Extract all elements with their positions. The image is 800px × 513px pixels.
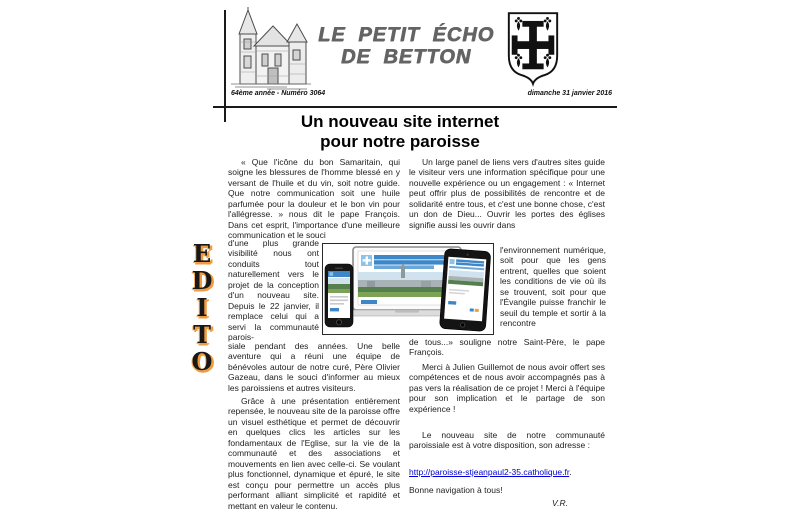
masthead-title-line1: LE PETIT ÉCHO bbox=[318, 24, 495, 46]
betton-coat-of-arms-icon bbox=[504, 9, 562, 87]
masthead-title-line2: DE BETTON bbox=[340, 46, 472, 68]
masthead-title bbox=[318, 24, 494, 68]
issue-info: 64ème année - Numéro 3064 bbox=[231, 90, 326, 97]
right-col-paragraph-3: Le nouveau site de notre communauté paroissiale est à votre disposition, son adresse : bbox=[409, 430, 605, 451]
left-col-paragraph-2: Grâce à une présentation entièrement repensée, le nouveau site de la paroisse offre un visuel esthétique et permet de découvrir en quelques clics les articles sur les fondamentaux de l'Eglise, sur la vie de la communauté et des associations et mouvements en lien avec celle-ci. Se voulant plus fonctionnel, dynamique et épuré, le site est conçu pour permettre un accès plus performant alliant simplicité et rapidité et mettant en valeur le contenu. bbox=[228, 396, 400, 511]
left-col-paragraph-1: « Que l'icône du bon Samaritain, qui soigne les blessures de l'homme blessé en y versant de l'huile et du vin, soit notre guide. Que notre communication soit une huile parfumée pour la douleur et le bon vin pour l'allégresse. » nous dit le pape François. Dans cet esprit, l'importance d'une meilleure communication et le souci bbox=[228, 157, 400, 241]
church-engraving-icon bbox=[227, 6, 315, 90]
website-devices-mockup-image bbox=[322, 243, 494, 335]
edito-letter: I bbox=[196, 293, 208, 322]
devices-mockup-illustration bbox=[323, 244, 492, 333]
edito-vertical-label bbox=[187, 240, 217, 375]
edito-letter: E bbox=[192, 239, 212, 268]
left-col-paragraph-1-narrow: d'une plus grande visibilité nous ont conduits tout naturellement vers le projet de la conception d'un nouveau site. Depuis le 22 janvier, il remplace celui qui a servi la communauté parois- bbox=[228, 238, 319, 343]
edito-letter: D bbox=[191, 266, 213, 295]
right-col-paragraph-1-cont: de tous...» souligne notre Saint-Père, le pape François. bbox=[409, 337, 605, 358]
edito-letter: T bbox=[193, 320, 211, 349]
edito-letter: O bbox=[191, 347, 213, 376]
url-period: . bbox=[569, 467, 572, 477]
closing-line: Bonne navigation à tous! bbox=[409, 485, 503, 495]
header-horizontal-rule bbox=[213, 106, 617, 108]
left-col-paragraph-1-cont: siale pendant des années. Une belle aventure qui a réuni une équipe de bénévoles autour de notre curé, Père Olivier Gazeau, dans le souci d'informer au mieux les paroissiens et autres visiteurs. bbox=[228, 341, 400, 393]
right-col-paragraph-1: Un large panel de liens vers d'autres sites guide le visiteur vers une information spécifique pour une nouvelle expérience ou un engagement : « Internet peut offrir plus de possibilités de rencontre et de solidarité entre tous, et c'est une bonne chose, c'est un don de Dieu... Ouvrir les portes des églises signifie aussi les ouvrir dans bbox=[409, 157, 605, 230]
issue-date: dimanche 31 janvier 2016 bbox=[527, 90, 612, 97]
parish-website-link[interactable]: http://paroisse-stjeanpaul2-35.catholique.fr bbox=[409, 467, 570, 477]
author-initials: V.R. bbox=[552, 498, 568, 508]
headline-line2: pour notre paroisse bbox=[320, 131, 480, 151]
phone-graphic bbox=[325, 264, 353, 327]
right-col-paragraph-1-narrow: l'environnement numérique, soit pour que les gens entrent, quelles que soient les conditions de vie où ils se trouvent, soit pour que l'Évangile puisse franchir le seuil du temple et sortir à la rencontre bbox=[500, 245, 606, 329]
article-headline bbox=[270, 112, 530, 151]
website-url-line bbox=[409, 467, 572, 477]
headline-line1: Un nouveau site internet bbox=[300, 112, 500, 131]
right-col-paragraph-2: Merci à Julien Guillemot de nous avoir offert ses compétences et de nous avoir accompagnés pas à pas vers la réalisation de ce projet ! Merci à l'équipe pour son implication et le partage de son expérience ! bbox=[409, 362, 605, 414]
tablet-graphic bbox=[439, 248, 490, 331]
